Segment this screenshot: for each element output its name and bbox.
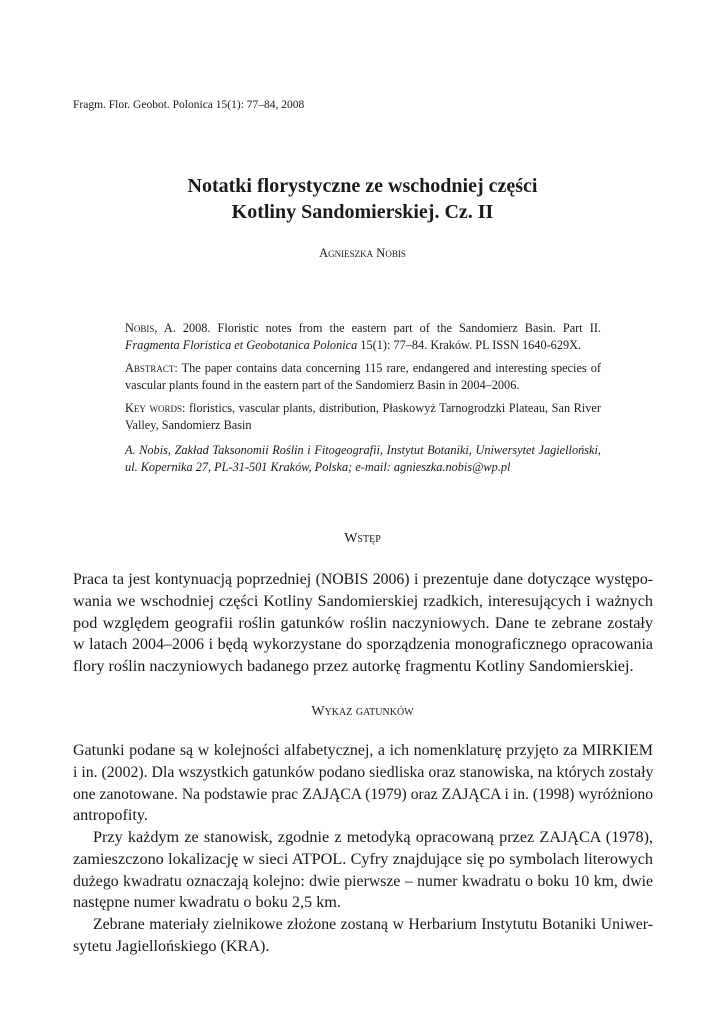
paragraph-line: antropofity. xyxy=(73,806,148,825)
list-paragraph-2 xyxy=(73,827,653,914)
paragraph-line: i in. (2002). Dla wszystkich gatunków podano siedliska oraz stanowiska, na których zostały xyxy=(73,763,654,781)
citation xyxy=(125,320,601,354)
title-line-2: Kotliny Sandomierskiej. Cz. II xyxy=(231,201,494,223)
paragraph-line: następne numer kwadratu o boku 2,5 km. xyxy=(73,893,341,912)
title-line-1: Notatki florystyczne ze wschodniej części xyxy=(187,175,538,197)
running-head: Fragm. Flor. Geobot. Polonica 15(1): 77–84, 2008 xyxy=(73,99,305,111)
abstract xyxy=(125,360,601,394)
citation-text: , A. 2008. Floristic notes from the eastern part of the Sandomierz Basin. Part II. xyxy=(154,321,601,335)
abstract-label: Abstract xyxy=(125,361,175,375)
abstract-block xyxy=(125,320,601,482)
species-list-heading: Wykaz gatunków xyxy=(311,704,414,719)
article-title xyxy=(0,173,725,225)
paragraph-line: dużego kwadratu oznaczają kolejno: dwie pierwsze – numer kwadratu o boku 10 km, dwie xyxy=(73,872,653,890)
keywords xyxy=(125,400,601,434)
intro-line: flory roślin naczyniowych badanego przez autorkę fragmentu Kotliny Sandomierskiej. xyxy=(73,657,634,676)
keywords-label: Key words xyxy=(125,401,182,415)
author-name: Agnieszka Nobis xyxy=(319,246,406,260)
citation-rest: 15(1): 77–84. Kraków. PL ISSN 1640-629X. xyxy=(357,338,582,352)
paragraph-line: Zebrane materiały zielnikowe złożone zostaną w Herbarium Instytutu Botaniki Uniwer- xyxy=(93,916,653,933)
intro-line: pod względem geografii roślin gatunków roślin naczyniowych. Dane te zebrane zostały xyxy=(73,613,653,632)
intro-line: Praca ta jest kontynuacją poprzedniej (NOBIS 2006) i prezentuje dane dotyczące występo- xyxy=(73,571,653,588)
paragraph-line: Przy każdym ze stanowisk, zgodnie z metodyką opracowaną przez ZAJĄCA (1978), xyxy=(93,828,653,846)
paragraph-line: one zanotowane. Na podstawie prac ZAJĄCA (1979) oraz ZAJĄCA i in. (1998) wyróżniono xyxy=(73,785,653,803)
paragraph-line: zamieszczono lokalizację w sieci ATPOL. Cyfry znajdujące się po symbolach literowych xyxy=(73,849,653,868)
intro-line: w latach 2004–2006 i będą wykorzystane do sporządzenia monograficznego opracowania xyxy=(73,636,653,654)
affiliation: A. Nobis, Zakład Taksonomii Roślin i Fitogeografii, Instytut Botaniki, Uniwersytet Jagielloński, ul. Kopernika 27, PL-31-501 Kraków, Polska; e-mail: agnieszka.nobis@wp.pl xyxy=(125,443,601,474)
paragraph-line: sytetu Jagiellońskiego (KRA). xyxy=(73,936,270,955)
paragraph-line: Gatunki podane są w kolejności alfabetycznej, a ich nomenklaturę przyjęto za MIRKIEM xyxy=(73,742,653,759)
list-paragraph-3 xyxy=(73,914,653,958)
list-paragraph-1 xyxy=(73,740,653,827)
keywords-text: : floristics, vascular plants, distribution, Płaskowyż Tarnogrodzki Plateau, San River Valley, Sandomierz Basin xyxy=(125,401,601,432)
citation-journal: Fragmenta Floristica et Geobotanica Polonica xyxy=(125,338,358,352)
intro-paragraph xyxy=(73,569,653,678)
intro-line: wania we wschodniej części Kotliny Sandomierskiej rzadkich, interesujących i ważnych xyxy=(73,591,653,610)
abstract-text: : The paper contains data concerning 115 rare, endangered and interesting species of vascular plants found in the eastern part of the Sandomierz Basin in 2004–2006. xyxy=(125,361,601,392)
intro-heading: Wstęp xyxy=(344,531,381,546)
citation-author: Nobis xyxy=(125,321,155,335)
